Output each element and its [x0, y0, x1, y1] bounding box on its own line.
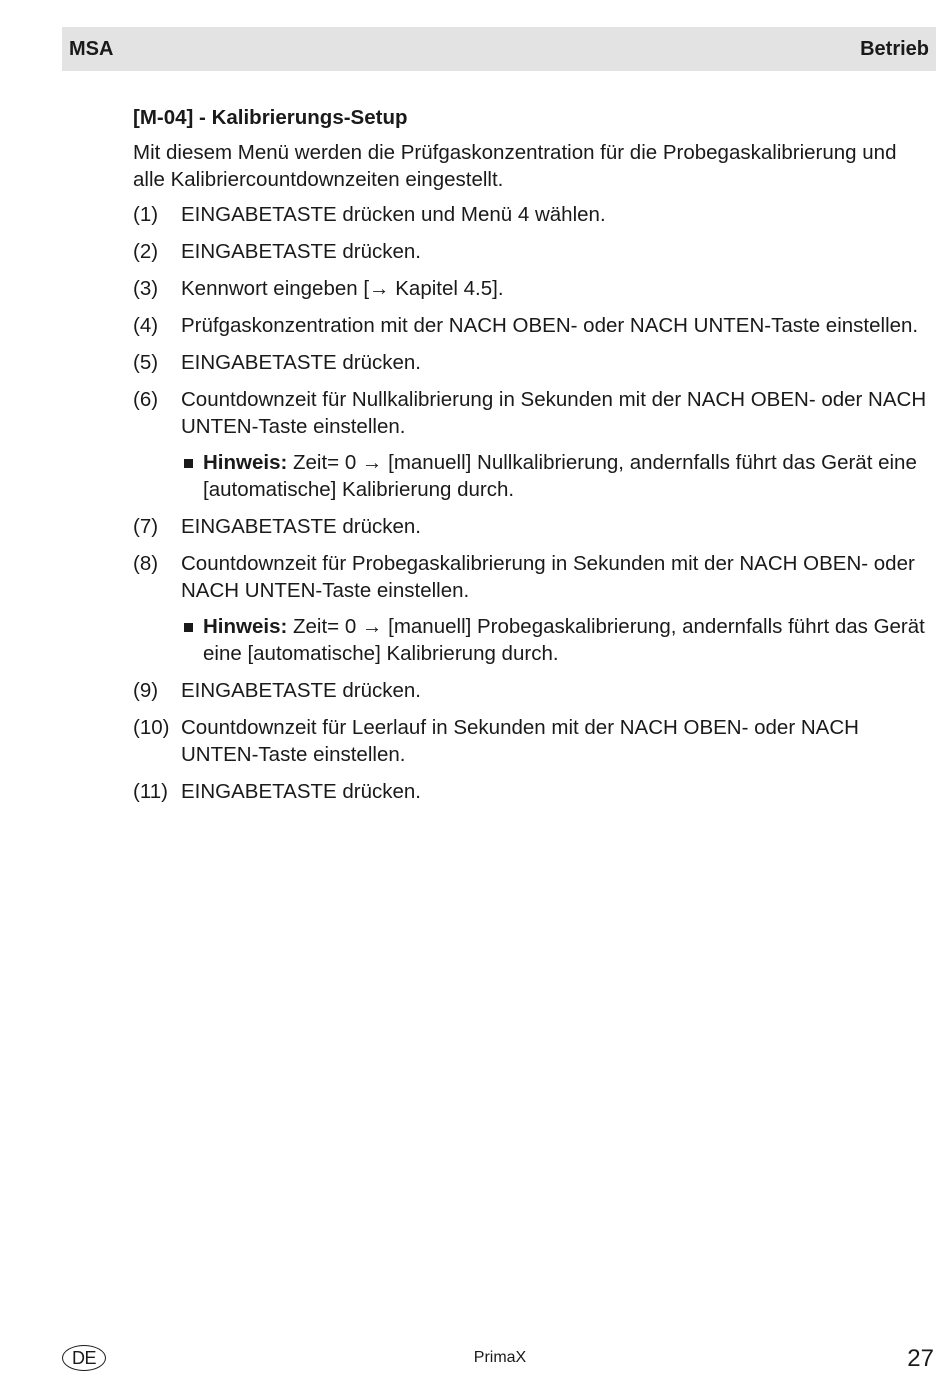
step-item [133, 238, 928, 265]
language-badge: DE [62, 1345, 106, 1371]
step-text: Kennwort eingeben [→ Kapitel 4.5]. [181, 277, 504, 300]
step-number: (9) [133, 679, 159, 702]
note-item [133, 613, 928, 667]
step-text: EINGABETASTE drücken. [181, 240, 422, 263]
step-text: Countdownzeit für Probegaskalibrierung in Sekunden mit der NACH OBEN- oder NACH UNTEN-Taste einstellen. [181, 552, 915, 602]
step-text: Prüfgaskonzentration mit der NACH OBEN- oder NACH UNTEN-Taste einstellen. [181, 314, 919, 337]
step-item [133, 550, 928, 604]
note-label: Hinweis: [203, 451, 288, 474]
step-text: EINGABETASTE drücken. [181, 679, 422, 702]
step-text: Countdownzeit für Nullkalibrierung in Sekunden mit der NACH OBEN- oder NACH UNTEN-Taste einstellen. [181, 388, 927, 438]
note-text: Zeit= 0 → [manuell] Probegaskalibrierung, andernfalls führt das Gerät eine [automatische] Kalibrierung durch. [203, 615, 925, 665]
step-number: (11) [133, 780, 168, 803]
step-item [133, 778, 928, 805]
step-number: (5) [133, 351, 159, 374]
header-section: Betrieb [860, 37, 929, 60]
step-item [133, 513, 928, 540]
step-text: Countdownzeit für Leerlauf in Sekunden mit der NACH OBEN- oder NACH UNTEN-Taste einstellen. [181, 716, 859, 766]
step-number: (6) [133, 388, 159, 411]
step-item [133, 275, 928, 302]
page-header [62, 27, 936, 71]
note-text: Zeit= 0 → [manuell] Nullkalibrierung, andernfalls führt das Gerät eine [automatische] Kalibrierung durch. [203, 451, 917, 501]
page-number: 27 [907, 1345, 934, 1372]
note-label: Hinweis: [203, 615, 288, 638]
product-name: PrimaX [473, 1349, 527, 1366]
note-item [133, 449, 928, 503]
step-number: (1) [133, 203, 159, 226]
step-number: (7) [133, 515, 159, 538]
square-bullet-icon [184, 623, 193, 632]
step-item [133, 714, 928, 768]
step-text: EINGABETASTE drücken. [181, 515, 422, 538]
step-item [133, 386, 928, 440]
step-number: (4) [133, 314, 159, 337]
step-number: (2) [133, 240, 159, 263]
step-number: (10) [133, 716, 170, 739]
step-item [133, 201, 928, 228]
square-bullet-icon [184, 459, 193, 468]
page-content [133, 104, 928, 815]
header-brand: MSA [69, 37, 114, 60]
step-number: (8) [133, 552, 159, 575]
step-item [133, 677, 928, 704]
section-title: [M-04] - Kalibrierungs-Setup [133, 106, 408, 129]
step-item [133, 349, 928, 376]
step-item [133, 312, 928, 339]
step-text: EINGABETASTE drücken. [181, 351, 422, 374]
step-text: EINGABETASTE drücken. [181, 780, 422, 803]
step-text: EINGABETASTE drücken und Menü 4 wählen. [181, 203, 606, 226]
section-intro: Mit diesem Menü werden die Prüfgaskonzentration für die Probegaskalibrierung und alle Kalibriercountdownzeiten eingestellt. [133, 141, 897, 191]
step-number: (3) [133, 277, 159, 300]
